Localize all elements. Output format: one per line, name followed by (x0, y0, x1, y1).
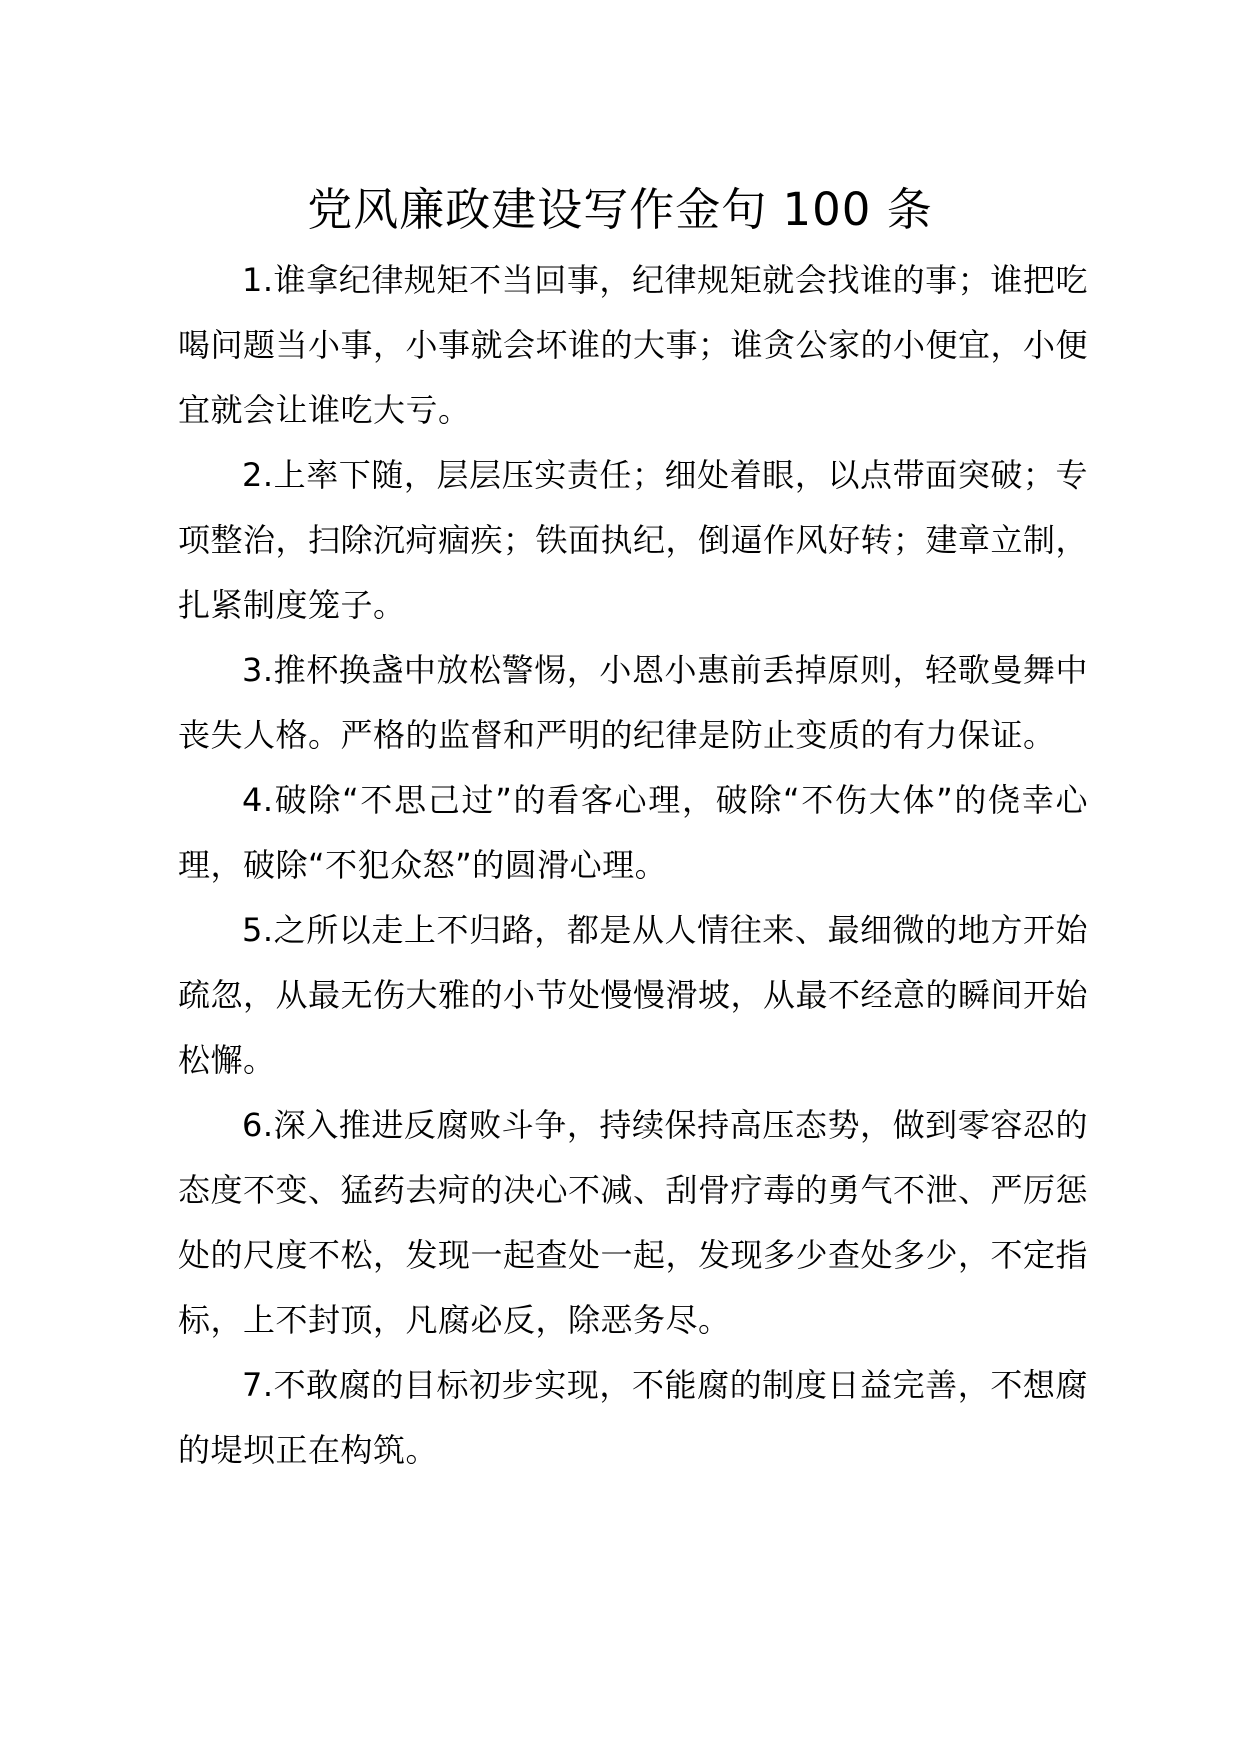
paragraph-4: 4.破除“不思己过”的看客心理，破除“不伤大体”的侥幸心理，破除“不犯众怒”的圆滑心理。 (178, 781, 1088, 884)
paragraph-2: 2.上率下随，层层压实责任；细处着眼，以点带面突破；专项整治，扫除沉疴痼疾；铁面执纪，倒逼作风好转；建章立制，扎紧制度笼子。 (178, 456, 1089, 624)
document-body (178, 248, 1088, 1483)
paragraph-6: 6.深入推进反腐败斗争，持续保持高压态势，做到零容忍的态度不变、猛药去疴的决心不减、刮骨疗毒的勇气不泄、严厉惩处的尺度不松，发现一起查处一起，发现多少查处多少，不定指标，上不封顶，凡腐必反，除恶务尽。 (178, 1106, 1089, 1339)
paragraph-3: 3.推杯换盏中放松警惕，小恩小惠前丢掉原则，轻歌曼舞中丧失人格。严格的监督和严明的纪律是防止变质的有力保证。 (178, 651, 1088, 754)
document-title: 党风廉政建设写作金句 100 条 (307, 183, 933, 236)
paragraph-5: 5.之所以走上不归路，都是从人情往来、最细微的地方开始疏忽，从最无伤大雅的小节处慢慢滑坡，从最不经意的瞬间开始松懈。 (178, 911, 1089, 1079)
paragraph-7: 7.不敢腐的目标初步实现，不能腐的制度日益完善，不想腐的堤坝正在构筑。 (178, 1366, 1088, 1469)
paragraph-1: 1.谁拿纪律规矩不当回事，纪律规矩就会找谁的事；谁把吃喝问题当小事，小事就会坏谁的大事；谁贪公家的小便宜，小便宜就会让谁吃大亏。 (178, 261, 1089, 429)
